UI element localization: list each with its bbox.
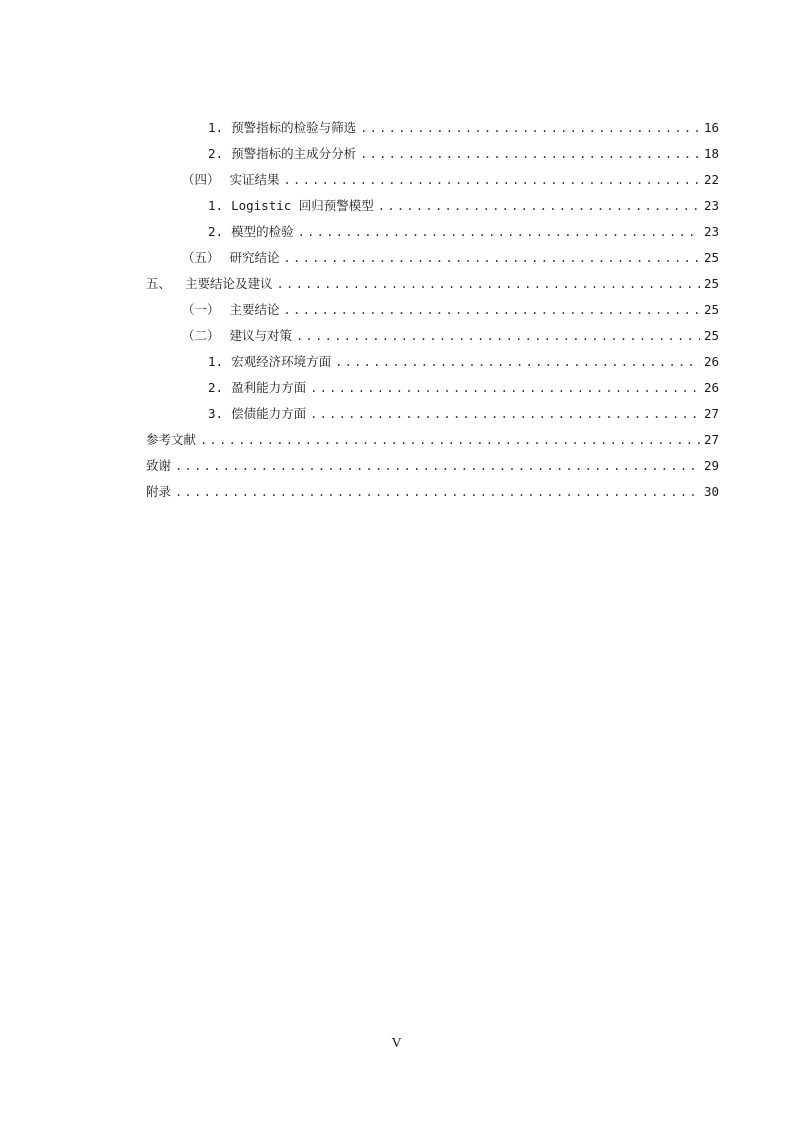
toc-entry-number: （二）	[182, 328, 220, 343]
toc-entry[interactable]	[146, 300, 718, 326]
dot-leader	[298, 222, 700, 242]
toc-entry-page: 25	[704, 302, 720, 317]
toc-entry[interactable]	[146, 196, 718, 222]
toc-entry-page: 25	[704, 250, 720, 265]
toc-entry[interactable]	[146, 118, 718, 144]
toc-entry-page: 16	[704, 120, 720, 135]
toc-entry-title: 参考文献	[146, 432, 197, 447]
toc-entry-title: 实证结果	[229, 172, 280, 187]
toc-entry-title: 主要结论及建议	[185, 276, 273, 291]
toc-entry-number: （四）	[182, 172, 220, 187]
dot-leader	[310, 404, 700, 424]
toc-entry[interactable]	[146, 378, 718, 404]
dot-leader	[200, 430, 700, 450]
toc-entry-page: 26	[704, 354, 720, 369]
toc-entry-number: 2.	[208, 146, 224, 161]
toc-entry-page: 27	[704, 432, 720, 447]
toc-entry-number: （一）	[182, 302, 220, 317]
toc-entry-number: 2.	[208, 224, 224, 239]
toc-entry-number: 3.	[208, 406, 224, 421]
toc-entry-page: 18	[704, 146, 720, 161]
dot-leader	[296, 326, 700, 346]
toc-entry-page: 23	[704, 198, 720, 213]
toc-entry-title: 附录	[146, 484, 172, 499]
toc-entry[interactable]	[146, 144, 718, 170]
dot-leader	[310, 378, 700, 398]
dot-leader	[284, 300, 700, 320]
toc-entry-page: 22	[704, 172, 720, 187]
dot-leader	[277, 274, 700, 294]
toc-entry-title: 盈利能力方面	[231, 380, 307, 395]
toc-entry-title: 偿债能力方面	[231, 406, 307, 421]
toc-entry-page: 25	[704, 328, 720, 343]
toc-entry-title: 预警指标的主成分分析	[231, 146, 357, 161]
toc-entry[interactable]	[146, 482, 718, 508]
toc-entry-number: 五、	[146, 276, 172, 291]
toc-entry-title: 建议与对策	[229, 328, 293, 343]
toc-entry[interactable]	[146, 248, 718, 274]
toc-entry[interactable]	[146, 222, 718, 248]
toc-entry-title: 模型的检验	[231, 224, 294, 239]
dot-leader	[175, 456, 700, 476]
toc-entry-title: 预警指标的检验与筛选	[231, 120, 357, 135]
toc-entry-title: 主要结论	[229, 302, 280, 317]
toc-entry-number: （五）	[182, 250, 220, 265]
toc-entry[interactable]	[146, 430, 718, 456]
toc-entry-page: 29	[704, 458, 720, 473]
toc-entry-number: 1.	[208, 354, 224, 369]
toc-entry[interactable]	[146, 326, 718, 352]
toc-entry-page: 30	[704, 484, 720, 499]
toc-entry[interactable]	[146, 404, 718, 430]
toc-entry-number: 1.	[208, 120, 224, 135]
table-of-contents	[146, 118, 718, 508]
page-number: V	[391, 1036, 402, 1051]
toc-entry-number: 1.	[208, 198, 224, 213]
toc-entry-title: Logistic 回归预警模型	[231, 198, 374, 213]
toc-entry-title: 致谢	[146, 458, 172, 473]
dot-leader	[175, 482, 700, 502]
toc-entry[interactable]	[146, 352, 718, 378]
toc-entry-title: 研究结论	[229, 250, 280, 265]
dot-leader	[360, 144, 700, 164]
toc-entry[interactable]	[146, 456, 718, 482]
toc-entry-number: 2.	[208, 380, 224, 395]
dot-leader	[378, 196, 700, 216]
toc-entry[interactable]	[146, 170, 718, 196]
dot-leader	[335, 352, 700, 372]
toc-entry-page: 23	[704, 224, 720, 239]
toc-entry-page: 27	[704, 406, 720, 421]
toc-entry-page: 25	[704, 276, 720, 291]
toc-entry-title: 宏观经济环境方面	[231, 354, 332, 369]
dot-leader	[284, 170, 700, 190]
toc-entry-page: 26	[704, 380, 720, 395]
dot-leader	[284, 248, 700, 268]
toc-entry[interactable]	[146, 274, 718, 300]
dot-leader	[360, 118, 700, 138]
